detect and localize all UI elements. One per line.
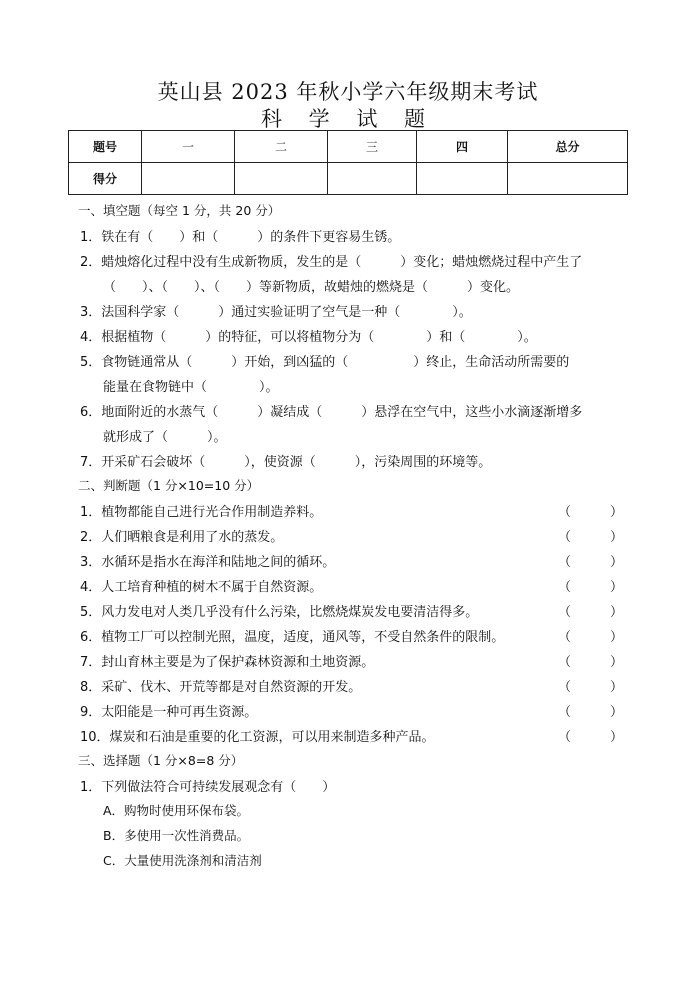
fill-question: 2．蜡烛熔化过程中没有生成新物质，发生的是（ ）变化；蜡烛燃烧过程中产生了: [80, 255, 583, 270]
score-header-cell: 三: [328, 131, 417, 163]
judge-question: 3．水循环是指水在海洋和陆地之间的循环。: [80, 555, 336, 570]
choice-question: 1．下列做法符合可持续发展观念有（ ）: [80, 780, 336, 795]
fill-question: 7．开采矿石会破坏（ ），使资源（ ），污染周围的环境等。: [80, 455, 492, 470]
score-header-cell: 四: [417, 131, 508, 163]
score-header-cell: 题号: [69, 131, 142, 163]
fill-question-continuation: 就形成了（ ）。: [103, 430, 227, 445]
exam-title: 英山县 2023 年秋小学六年级期末考试: [157, 80, 539, 104]
score-row-label: 得分: [69, 163, 142, 195]
choice-option[interactable]: B．多使用一次性消费品。: [103, 828, 250, 843]
answer-paren[interactable]: （ ）: [558, 655, 624, 670]
section-title: 二、判断题（1 分×10=10 分）: [78, 478, 260, 493]
answer-paren[interactable]: （ ）: [558, 705, 624, 720]
judge-question: 2．人们晒粮食是利用了水的蒸发。: [80, 530, 284, 545]
score-cell[interactable]: [142, 163, 235, 195]
answer-paren[interactable]: （ ）: [558, 680, 624, 695]
judge-question: 7．封山育林主要是为了保护森林资源和土地资源。: [80, 655, 375, 670]
section-title: 三、选择题（1 分×8=8 分）: [78, 753, 244, 768]
judge-question: 5．风力发电对人类几乎没有什么污染，比燃烧煤炭发电要清洁得多。: [80, 605, 479, 620]
score-table-score-row: [69, 163, 628, 195]
score-cell[interactable]: [417, 163, 508, 195]
fill-question-continuation: （ ）、（ ）、（ ）等新物质，故蜡烛的燃烧是（ ）变化。: [103, 280, 520, 295]
judge-question: 9．太阳能是一种可再生资源。: [80, 705, 258, 720]
judge-question: 4．人工培育种植的树木不属于自然资源。: [80, 580, 323, 595]
answer-paren[interactable]: （ ）: [558, 530, 624, 545]
judge-question: 6．植物工厂可以控制光照，温度，适度，通风等，不受自然条件的限制。: [80, 630, 505, 645]
choice-option[interactable]: A．购物时使用环保布袋。: [103, 803, 250, 818]
answer-paren[interactable]: （ ）: [558, 730, 624, 745]
section-title: 一、填空题（每空 1 分，共 20 分）: [78, 203, 281, 218]
fill-question: 3．法国科学家（ ）通过实验证明了空气是一种（ ）。: [80, 305, 472, 320]
score-cell[interactable]: [235, 163, 328, 195]
answer-paren[interactable]: （ ）: [558, 555, 624, 570]
choice-option[interactable]: C．大量使用洗涤剂和清洁剂: [103, 853, 262, 868]
answer-paren[interactable]: （ ）: [558, 580, 624, 595]
judge-question: 10．煤炭和石油是重要的化工资源，可以用来制造多种产品。: [80, 730, 435, 745]
answer-paren[interactable]: （ ）: [558, 605, 624, 620]
judge-question: 8．采矿、伐木、开荒等都是对自然资源的开发。: [80, 680, 362, 695]
score-header-cell: 二: [235, 131, 328, 163]
score-table-header-row: [69, 131, 628, 163]
fill-question-continuation: 能量在食物链中（ ）。: [103, 380, 279, 395]
score-header-cell: 总分: [508, 131, 628, 163]
answer-paren[interactable]: （ ）: [558, 505, 624, 520]
exam-subtitle: 科 学 试 题: [260, 107, 436, 131]
fill-question: 5．食物链通常从（ ）开始，到凶猛的（ ）终止，生命活动所需要的: [80, 355, 570, 370]
fill-question: 1．铁在有（ ）和（ ）的条件下更容易生锈。: [80, 230, 401, 245]
fill-question: 6．地面附近的水蒸气（ ）凝结成（ ）悬浮在空气中，这些小水滴逐渐增多: [80, 405, 583, 420]
judge-question: 1．植物都能自己进行光合作用制造养料。: [80, 505, 323, 520]
fill-question: 4．根据植物（ ）的特征，可以将植物分为（ ）和（ ）。: [80, 330, 537, 345]
score-cell[interactable]: [508, 163, 628, 195]
score-header-cell: 一: [142, 131, 235, 163]
answer-paren[interactable]: （ ）: [558, 630, 624, 645]
score-table: [68, 130, 628, 195]
score-cell[interactable]: [328, 163, 417, 195]
